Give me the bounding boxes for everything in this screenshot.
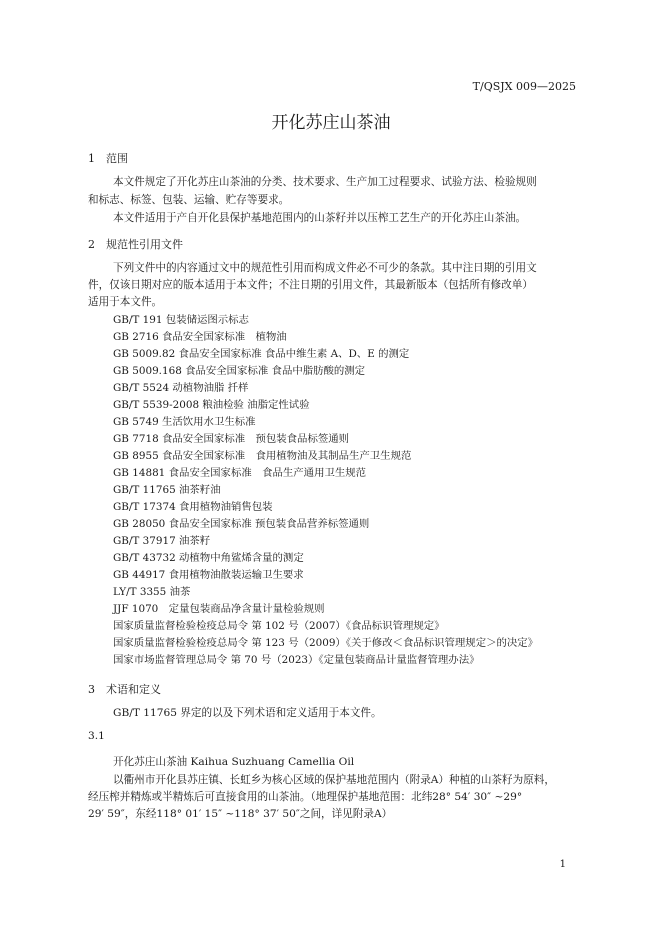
reference-item: GB/T 5524 动植物油脂 扦样 — [113, 382, 249, 394]
reference-item: GB 2716 食品安全国家标准 植物油 — [113, 331, 287, 343]
paragraph-line: 适用于本文件。 — [88, 296, 163, 308]
term-entry: 开化苏庄山茶油 Kaihua Suzhuang Camellia Oil — [113, 756, 355, 768]
definition-line: 29′ 59″，东经118° 01′ 15″ ~118° 37′ 50″之间，详见附录A） — [88, 808, 393, 820]
reference-item: GB 7718 食品安全国家标准 预包装食品标签通则 — [113, 433, 350, 445]
reference-item: GB 5009.82 食品安全国家标准 食品中维生素 A、D、E 的测定 — [113, 348, 410, 360]
section-heading-scope: 1 范围 — [88, 152, 128, 165]
reference-item: GB 14881 食品安全国家标准 食品生产通用卫生规范 — [113, 467, 367, 479]
reference-item: GB/T 191 包装储运图示标志 — [113, 314, 249, 326]
reference-item: JJF 1070 定量包装商品净含量计量检验规则 — [113, 603, 325, 615]
definition-line: 以衢州市开化县苏庄镇、长虹乡为核心区域的保护基地范围内（附录A）种植的山茶籽为原料， — [113, 774, 555, 786]
reference-item: GB/T 43732 动植物中角鲨烯含量的测定 — [113, 552, 304, 564]
reference-item: GB 8955 食品安全国家标准 食用植物油及其制品生产卫生规范 — [113, 450, 412, 462]
clause-number: 3.1 — [88, 730, 105, 742]
paragraph-line: 件，仅该日期对应的版本适用于本文件；不注日期的引用文件，其最新版本（包括所有修改单） — [88, 279, 533, 291]
definition-line: 经压榨并精炼或半精炼后可直接食用的山茶油。（地理保护基地范围：北纬28° 54′ 30″ ~29° — [88, 791, 523, 803]
reference-item: GB 5749 生活饮用水卫生标准 — [113, 416, 256, 428]
section-heading-normative-references: 2 规范性引用文件 — [88, 238, 183, 251]
reference-item: GB/T 11765 油茶籽油 — [113, 484, 221, 496]
reference-item: LY/T 3355 油茶 — [113, 586, 191, 598]
paragraph-line: GB/T 11765 界定的以及下列术语和定义适用于本文件。 — [113, 707, 382, 719]
reference-item: GB 5009.168 食品安全国家标准 食品中脂肪酸的测定 — [113, 365, 366, 377]
reference-item: GB/T 17374 食用植物油销售包装 — [113, 501, 273, 513]
paragraph-line: 本文件规定了开化苏庄山茶油的分类、技术要求、生产加工过程要求、试验方法、检验规则 — [113, 176, 537, 188]
section-heading-terms-definitions: 3 术语和定义 — [88, 683, 161, 696]
document-number: T/QSJX 009—2025 — [472, 80, 576, 93]
reference-item: 国家质量监督检验检疫总局令 第 123 号（2009）《关于修改＜食品标识管理规定＞的决定》 — [113, 637, 539, 649]
reference-item: GB/T 37917 油茶籽 — [113, 535, 211, 547]
reference-item: 国家质量监督检验检疫总局令 第 102 号（2007）《食品标识管理规定》 — [113, 620, 445, 632]
paragraph-line: 下列文件中的内容通过文中的规范性引用而构成文件必不可少的条款。其中注日期的引用文 — [113, 262, 537, 274]
document-title: 开化苏庄山茶油 — [271, 113, 391, 133]
reference-item: GB/T 5539-2008 粮油检验 油脂定性试验 — [113, 399, 310, 411]
reference-item: 国家市场监督管理总局令 第 70 号（2023）《定量包装商品计量监督管理办法》 — [113, 654, 480, 666]
paragraph-line: 和标志、标签、包装、运输、贮存等要求。 — [88, 194, 290, 206]
paragraph-line: 本文件适用于产自开化县保护基地范围内的山茶籽并以压榨工艺生产的开化苏庄山茶油。 — [113, 212, 527, 224]
page-number: 1 — [559, 859, 566, 870]
reference-item: GB 28050 食品安全国家标准 预包装食品营养标签通则 — [113, 518, 370, 530]
reference-item: GB 44917 食用植物油散装运输卫生要求 — [113, 569, 304, 581]
